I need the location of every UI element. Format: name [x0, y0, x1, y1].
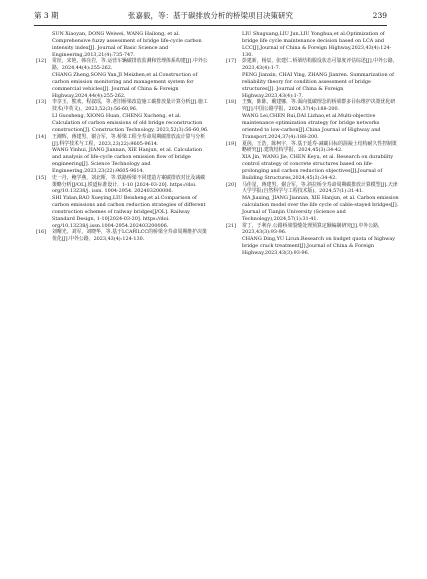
- reference-text: WANG Lei,CHEN Rui,DAI Lizhao,et al.Multi-objective maintenance optimization strategy for bridge networks oriented to low-carbon[J].China Journal of Highway and Transport,2024,37(4):188-200.: [242, 113, 381, 140]
- reference-text: 王湘辉，蒋建男，谢合军，等.桥梁工程全寿命周期碳排放流计算与分析[J].科学技术与工程，2023,23(22):9605-9614.: [52, 133, 206, 147]
- reference-item: [226, 182, 400, 223]
- reference-text: PENG Jianxin, CHAI Ying, ZHANG Jianren. Summarization of reliability theory for condition assessment of bridge structures[J]. Journal of China & Foreign Highway,2023,43(4):1-7.: [242, 72, 394, 99]
- reference-number: [16]: [36, 229, 47, 236]
- reference-text: 常征，宋艳，韩亮岩，等.运营车辆碳排放监测和管理体系构建[J].中外公路，2024,44(4):255-262.: [52, 58, 208, 72]
- reference-item: [36, 175, 210, 230]
- reference-text: 常丁，于利存.公路桥梁裂缝处理预算定额编制研究[J].中外公路，2023,43(3):93-96.: [242, 222, 383, 236]
- right-column: [226, 31, 400, 257]
- reference-text: LIU Shuguang,LIU Jun,LIU Yonghua,et al.Optimization of bridge life cycle maintenance decision based on LCA and LCC[J].Journal of China & Foreign Highway,2023,43(4):124-130.: [242, 31, 392, 58]
- reference-text: 史一丹，鲍学燕，刘北斯，等.铁路桥梁不同建造方案碳排放对比及减碳策略分析[J/OL].铁道标准设计，1-10 [2024-03-20]. https://doi. org/10.13238/j. issn. 1004-2954. 202403200006.: [52, 174, 206, 195]
- reference-text: CHANG Ding,YU Licun.Research on budget quota of highway bridge crack treatment[J].Journal of China & Foreign Highway,2023,43(3):93-96.: [242, 236, 396, 256]
- reference-text: 彭建新，杨辰，张建仁.桥梁结构服役状态可靠度评估综述[J].中外公路，2023,43(4):1-7.: [242, 58, 398, 72]
- reference-text: 马佳星，蒋建男，谢合军，等.斜拉桥全寿命周期碳排放计算模型[J].天津大学学报(自然科学与工程技术版)，2024,57(1):31-41.: [242, 181, 398, 195]
- reference-text: 王甄，陈陈，戴建娜，等.面向低碳理念的桥梁群多目标维护决策优化研究[J].中国公路学报，2024,37(4):188-200.: [242, 99, 396, 113]
- reference-text: 李享玉，熊欢，程叙瑶，等.老旧桥梁改造施工碳排放量计算分析[J].施工技术(中英文)，2023,52(3):56-60,96.: [52, 99, 208, 113]
- reference-item: [36, 99, 210, 133]
- left-column: [36, 31, 210, 243]
- reference-number: [15]: [36, 174, 47, 181]
- reference-text: 夏茵，王浩，陈柯宇，等.基于延寿-减碳目标的混凝土结构耐久性控制策略研究[J].建筑结构学报，2024,45(3):34-42.: [242, 140, 397, 154]
- reference-item: [226, 31, 400, 58]
- reference-text: LI Guosheng, XIONG Huan, CHENG Xucheng, et al. Calculation of carbon emissions of old bridge reconstruction construction[J]. Construction Technology, 2023,52(3):56-60,96.: [52, 113, 209, 133]
- reference-number: [13]: [36, 99, 47, 106]
- reference-item: [226, 58, 400, 99]
- running-title: 张嘉毅，等：基于碳排放分析的桥梁项目决策研究: [128, 11, 293, 20]
- reference-text: 刘曙光，刘军，刘晓华，等.基于LCA和LCC的桥梁全寿命周期维护决策优化[J].中外公路，2023,43(4):124-130.: [52, 229, 207, 243]
- reference-number: [19]: [226, 140, 237, 147]
- reference-item: [226, 223, 400, 257]
- reference-text: SUN Xiaoyan, DONG Weiwei, WANG Hailong, et al. Comprehensive fuzzy assessment of bridge life-cycle carbon intensity index[J]. Journal of Basic Science and Engineering,2013,21(4):735-747.: [52, 31, 202, 58]
- reference-number: [20]: [226, 181, 237, 188]
- header-rule: [34, 25, 387, 26]
- reference-text: WANG Yinhui, JIANG Jiannan, XIE Hanjun, et al. Calculation and analysis of life-cycle carbon emission flow of bridge engineering[J]. Science Technology and Engineering,2023,23(22):9605-9614.: [52, 147, 202, 174]
- reference-item: [36, 31, 210, 58]
- reference-text: CHANG Zheng,SONG Yan,JI Meizhen,et al.Construction of carbon emission monitoring and management system for commercial vehicles[J]. Journal of China & Foreign Highway,2024,44(4):255-262.: [52, 72, 198, 99]
- reference-text: SHI Yidan,BAO Xueying,LIU Beisheng,et al.Comparison of carbon emissions and carbon reduction strategies of different construction schemes of railway bridges[J/OL]. Railway Standard Design, 1-10[2024-03-20]. https://doi. org/10.13238/j.issn.1004-2954.202403200006.: [52, 195, 206, 229]
- reference-item: [36, 134, 210, 175]
- page-number: 239: [372, 11, 387, 20]
- reference-item: [226, 141, 400, 182]
- reference-number: [18]: [226, 99, 237, 106]
- reference-number: [12]: [36, 58, 47, 65]
- reference-item: [36, 229, 210, 243]
- reference-number: [17]: [226, 58, 237, 65]
- reference-number: [14]: [36, 133, 47, 140]
- reference-item: [226, 99, 400, 140]
- reference-text: MA Jiaxing, JIANG Jiannan, XIE Hanjun, et al. Carbon emission calculation model over the life cycle of cable-stayed bridges[J]. Journal of Tianjin University (Science and Technology),2024,57(1):31-41.: [242, 195, 399, 222]
- running-header: [34, 9, 387, 23]
- reference-item: [36, 58, 210, 99]
- reference-number: [21]: [226, 222, 237, 229]
- issue-number: 第 3 期: [34, 11, 59, 20]
- reference-text: XIA Jin, WANG Jie, CHEN Keyu, et al. Research on durability control strategy of concrete structures based on life-prolonging and carbon reduction objectives[J].Journal of Building Structures,2024,45(3):34-42.: [242, 154, 394, 181]
